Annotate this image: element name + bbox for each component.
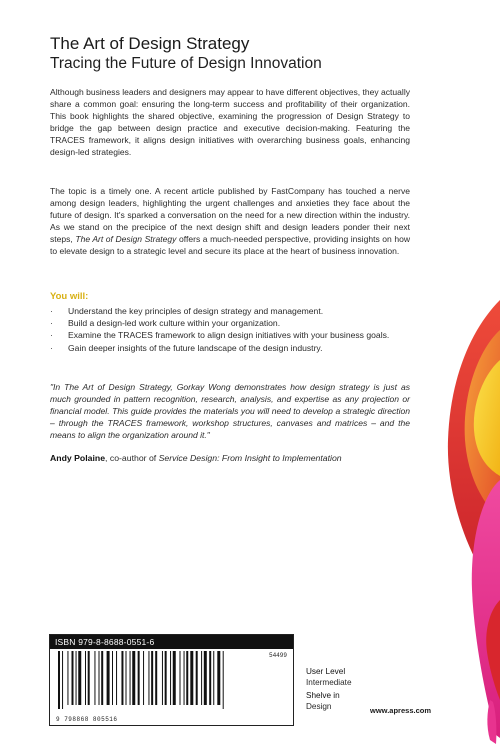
user-level (306, 666, 352, 688)
barcode-bar (180, 651, 181, 705)
shelve-in (306, 690, 340, 712)
shelve-in-value: Design (306, 702, 332, 711)
publisher-website: www.apress.com (370, 706, 431, 715)
barcode-bar (217, 651, 220, 705)
barcode-bar (132, 651, 135, 705)
barcode-bar (155, 651, 157, 705)
barcode-bar (121, 651, 123, 705)
quote-author-book: Service Design: From Insight to Implementation (158, 453, 342, 463)
barcode-bar (107, 651, 110, 705)
barcode-bar (186, 651, 188, 705)
quote-author: Andy Polaine (50, 453, 106, 463)
list-item: · Examine the TRACES framework to align design initiatives with your business goals. (50, 329, 430, 341)
testimonial-quote: "In The Art of Design Strategy, Gorkay Wong demonstrates how design strategy is just as much grounded in pattern recognition, research, analysis, and expertise as any projection or financial model. This guide provides the materials you will need to develop a strategic direction – through the TRACES framework, workshop structures, canvases and matrices – and the means to align the organization around it." (50, 382, 410, 440)
barcode-bar (170, 651, 171, 705)
barcode-bar (72, 651, 74, 705)
barcode-bar (165, 651, 167, 705)
list-item: · Understand the key principles of design strategy and management. (50, 305, 430, 317)
list-item: · Gain deeper insights of the future landscape of the design industry. (50, 342, 430, 354)
barcode-bar (148, 651, 149, 705)
barcode-bar (184, 651, 185, 705)
splash-red-bottom (486, 600, 500, 700)
barcode-box (49, 634, 294, 726)
barcode-bar (101, 651, 103, 705)
barcode-bar (78, 651, 81, 705)
barcode-bar (130, 651, 131, 705)
barcode-bar (138, 651, 140, 705)
barcode-bar (58, 651, 60, 709)
barcode-graphic (54, 651, 289, 713)
book-subtitle: Tracing the Future of Design Innovation (50, 55, 322, 72)
user-level-label: User Level (306, 667, 346, 676)
barcode-bar (190, 651, 193, 705)
list-item: · Build a design-led work culture within your organization. (50, 317, 430, 329)
barcode-bar (99, 651, 100, 705)
barcode-bar (85, 651, 86, 705)
barcode-bar (151, 651, 153, 705)
barcode-bar (162, 651, 163, 705)
price-code: 54499 (268, 652, 287, 659)
splash-yellow (474, 360, 500, 476)
barcode-bar (143, 651, 144, 705)
paragraph-2-text: The topic is a timely one. A recent article published by FastCompany has touched a nerve among design leaders, highlighting the urgent challenges and anxieties they face about the future of design. It's sparked a conversation on the need for a new direction within the industry. As we stand on the precipice of the next design shift and design leaders ponder their next steps, (50, 186, 410, 244)
barcode-bar (223, 651, 224, 709)
barcode-bar (213, 651, 214, 705)
splash-orange (465, 330, 500, 520)
shelve-in-label: Shelve in (306, 691, 340, 700)
you-will-heading: You will: (50, 291, 89, 302)
paragraph-2-book-title: The Art of Design Strategy (75, 233, 177, 244)
barcode-bar (209, 651, 211, 705)
barcode-bar (116, 651, 117, 705)
barcode-bar (67, 651, 68, 705)
you-will-list (50, 305, 430, 354)
quote-author-role: , co-author of (105, 453, 159, 463)
barcode-bar (201, 651, 202, 705)
barcode-number: 9 798868 805516 (56, 716, 118, 723)
barcode-bar (204, 651, 207, 705)
header (50, 34, 430, 74)
description-paragraph-2 (50, 186, 410, 257)
description-paragraph-1: Although business leaders and designers may appear to have different objectives, they actually share a common goal: ensuring the long-term success and profitability of their organization. This book highlights the shared objective, examining the progression of Design Strategy to bridge the gap between design practice and executive decision-making. Featuring the TRACES framework, it aligns design initiatives with overarching business goals, enhancing design-led strategies. (50, 87, 410, 157)
barcode-bar (62, 651, 63, 709)
paragraph-2-text-end: offers a much-needed perspective, providing insights on how to elevate design to a strategic level and secure its place at the heart of business innovation. (50, 233, 410, 256)
barcode-bar (88, 651, 90, 705)
quote-attribution (50, 453, 430, 463)
barcode-bar (112, 651, 113, 705)
book-title: The Art of Design Strategy (50, 34, 250, 53)
barcode-bar (173, 651, 176, 705)
splash-red-back (448, 300, 500, 600)
barcode-bar (76, 651, 77, 705)
barcode-bar (126, 651, 127, 705)
splash-pink-drip (487, 700, 496, 744)
user-level-value: Intermediate (306, 678, 352, 687)
splash-pink (472, 480, 500, 738)
isbn-label: ISBN 979-8-8688-0551-6 (50, 635, 293, 649)
barcode-bar (94, 651, 95, 705)
barcode-bar (196, 651, 198, 705)
